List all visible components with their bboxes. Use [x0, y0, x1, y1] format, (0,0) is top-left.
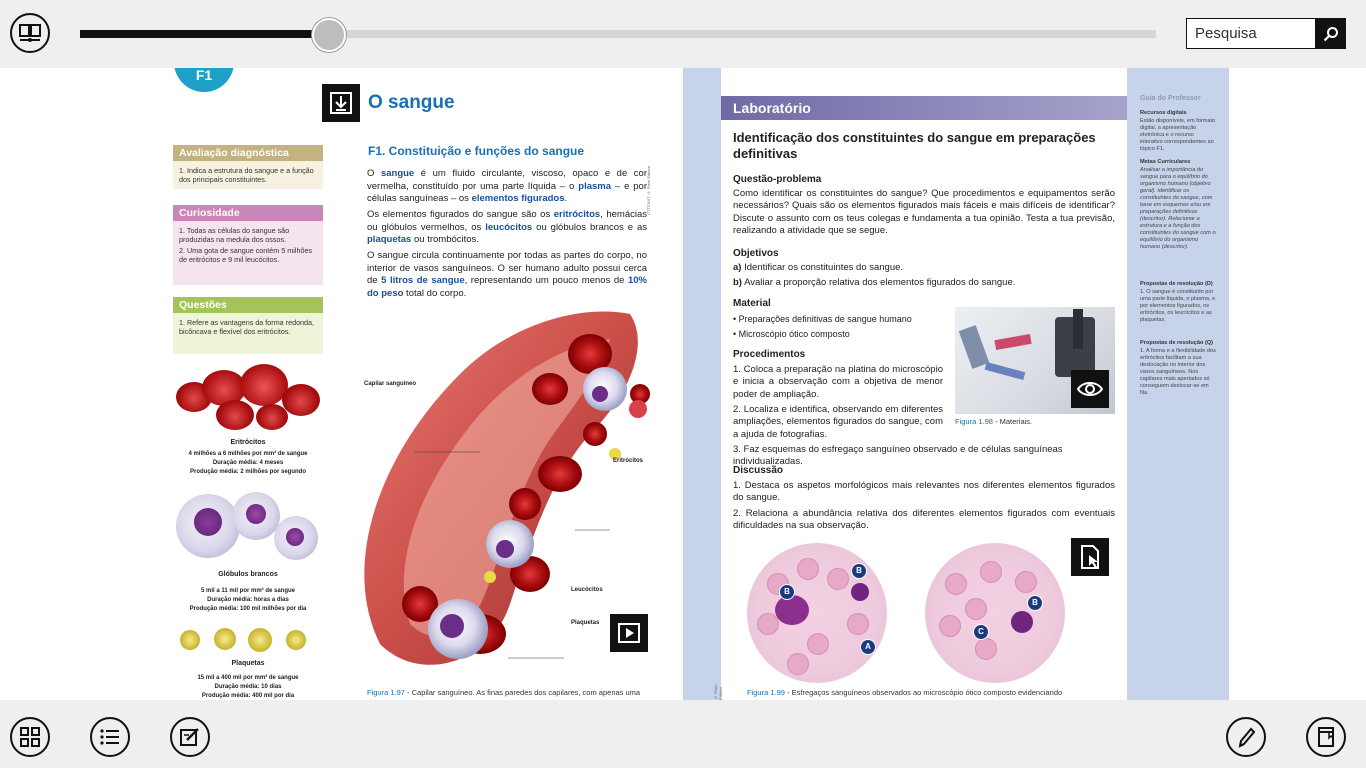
download-button[interactable]	[322, 84, 360, 122]
platelets-caption-line-3: Produção média: 400 mil por dia	[201, 693, 295, 699]
guide-heading-3: Propostas de resolução (D)	[1140, 281, 1213, 287]
procedimento-3: 3. Faz esquemas do esfregaço sanguíneo observado e de células sanguíneas individualizadas.	[733, 444, 1063, 468]
platelets-caption-line-2: Duração média: 10 dias	[214, 684, 282, 690]
annotate-button[interactable]	[1226, 717, 1266, 757]
label-capilar: Capilar sanguíneo	[364, 381, 417, 387]
lab-title: Identificação dos constituintes do sangue em preparações definitivas	[733, 130, 1096, 161]
questions-box	[173, 297, 323, 354]
search-box	[1186, 18, 1346, 49]
erythrocytes-caption-title: Eritrócitos	[230, 439, 266, 446]
label-leucocitos: Leucócitos	[571, 587, 603, 593]
intro-paragraph: O sangue é um fluido circulante, viscoso, opaco e de cor vermelha, constituído por uma parte líquida – o plasma – e por células sanguíneas – os elementos figurados.	[367, 168, 648, 204]
diagnostic-box	[173, 145, 323, 189]
right-margin	[1229, 68, 1366, 700]
top-toolbar	[0, 0, 1366, 68]
leukocytes-caption-line-2: Duração média: horas a dias	[207, 597, 289, 603]
section-heading: F1. Constituição e funções do sangue	[368, 144, 585, 158]
search-button[interactable]	[1315, 18, 1346, 49]
page-slider-progress	[80, 30, 327, 38]
figure-caption-98: Figura 1.98 - Materiais.	[955, 417, 1033, 426]
figure-caption-97: Figura 1.97 - Capilar sanguíneo. As finas paredes dos capilares, com apenas uma	[367, 688, 641, 697]
guide-text-3: 1. O sangue é constituído por uma parte líquida, o plasma, e por elementos figurados, os eritrócitos, os leucócitos e as plaquetas.	[1140, 289, 1216, 323]
questao-heading: Questão-problema	[733, 174, 822, 185]
diagnostic-box-title: Avaliação diagnóstica	[173, 145, 323, 161]
questions-box-title: Questões	[173, 297, 323, 313]
erythrocytes-illustration	[172, 364, 324, 436]
material-item-1: • Preparações definitivas de sangue humano	[733, 314, 912, 324]
guide-text-2: Analisar a importância do sangue para o equilíbrio do organismo humano (objetivo geral). Identificar os constituintes do sangue, com base em esquemas e/ou em preparações definitivas (descritor). Relacionar a estrutura e a função dos constituintes do sangue com o equilíbrio do organismo humano (descritor).	[1140, 167, 1216, 250]
page-layout-button[interactable]	[10, 13, 50, 53]
guide-heading-1: Recursos digitais	[1140, 110, 1187, 116]
download-icon	[329, 91, 353, 115]
curiosity-item-1: 1. Todas as células do sangue são produzidas na medula dos ossos.	[179, 226, 290, 244]
objetivo-a: a) Identificar os constituintes do sangue.	[733, 262, 904, 273]
material-item-2: • Microscópio ótico composto	[733, 329, 850, 339]
page-slider-thumb[interactable]	[312, 18, 346, 52]
lab-banner: Laboratório	[721, 96, 1127, 120]
diagnostic-item: 1. Indica a estrutura do sangue e a função dos principais constituintes.	[179, 166, 314, 184]
discussao-2: 2. Relaciona a abundância relativa dos diferentes elementos figurados com eventuais dificuldades na sua observação.	[733, 508, 1115, 532]
thumbnails-button[interactable]	[10, 717, 50, 757]
circulation-paragraph: O sangue circula continuamente por todas as partes do corpo, no interior de vasos sanguíneos. O ser humano adulto possui cerca de 5 litros de sangue, representando um pouco menos de 10% do peso total do corpo.	[367, 250, 647, 299]
guide-heading-4: Propostas de resolução (Q)	[1140, 340, 1214, 346]
interactive-resource-button[interactable]	[1071, 538, 1109, 576]
page-title: O sangue	[368, 92, 455, 113]
play-video-button[interactable]	[610, 614, 648, 652]
guide-title: Guia do Professor	[1140, 95, 1201, 102]
platelets-illustration	[176, 624, 322, 656]
objetivo-b: b) Avaliar a proporção relativa dos elementos figurados do sangue.	[733, 277, 1016, 288]
document-cursor-icon	[1078, 544, 1102, 570]
erythrocytes-caption-line-2: Duração média: 4 meses	[212, 460, 284, 466]
discussao-1: 1. Destaca os aspetos morfológicos mais relevantes nos diferentes elementos figurados do sangue.	[733, 480, 1115, 504]
platelets-caption-line-1: 15 mil a 400 mil por mm³ de sangue	[197, 675, 299, 681]
play-icon	[617, 621, 641, 645]
questao-text: Como identificar os constituintes do sangue? Que procedimentos e equipamentos serão necessários? Quais são os elementos figurados mais fáceis e mais difíceis de identificar? Discute o assunto com os teus colegas e fundamenta a tua opinião. Testa a tua previsão, realizando a atividade que se segue.	[733, 188, 1115, 237]
section-badge: F1	[174, 68, 234, 92]
guide-text-1: Estão disponíveis, em formato digital, a apresentação eletrónica e o recurso interativo correspondentes ao tópico F1.	[1140, 118, 1216, 152]
curiosity-box	[173, 205, 323, 285]
procedimentos-heading: Procedimentos	[733, 349, 806, 360]
label-plaquetas: Plaquetas	[571, 620, 600, 626]
guide-text-4: 1. A forma e a flexibilidade dos eritrócitos facilitam a sua deslocação no interior dos vasos sanguíneos. Nos capilares mais apertados só conseguem deslocar-se em fila.	[1140, 348, 1216, 396]
leukocytes-caption-line-3: Produção média: 100 mil milhões por dia	[189, 606, 307, 612]
grid-icon	[19, 726, 41, 748]
procedimento-1: 1. Coloca a preparação na platina do microscópio e inicia a observação com a objetiva de menor poder de ampliação.	[733, 364, 943, 400]
bookmark-button[interactable]	[1306, 717, 1346, 757]
blood-smear-1	[747, 543, 887, 683]
list-icon	[99, 726, 121, 748]
elements-paragraph: Os elementos figurados do sangue são os eritrócitos, hemácias ou glóbulos vermelhos, os leucócitos ou glóbulos brancos e as plaquetas ou trombócitos.	[367, 209, 647, 245]
pencil-icon	[1235, 726, 1257, 748]
leukocytes-caption-title: Glóbulos brancos	[218, 571, 278, 578]
search-input[interactable]	[1187, 19, 1329, 48]
edit-note-icon	[179, 726, 201, 748]
blood-smear-2	[925, 543, 1065, 683]
questions-item: 1. Refere as vantagens da forma redonda, bicôncava e flexível dos eritrócitos.	[179, 318, 315, 336]
marker-b-3: B	[1027, 595, 1043, 611]
erythrocytes-caption-line-1: 4 milhões a 6 milhões por mm³ de sangue	[188, 451, 308, 457]
curiosity-item-2: 2. Uma gota de sangue contém 5 milhões de eritrócitos e 9 mil leucócitos.	[179, 246, 313, 264]
view-image-button[interactable]	[1071, 370, 1109, 408]
marker-b-2: B	[851, 563, 867, 579]
guide-heading-2: Metas Curriculares	[1140, 159, 1191, 165]
table-of-contents-button[interactable]	[90, 717, 130, 757]
marker-b-1: B	[779, 584, 795, 600]
image-credit: CTTC/NIT © Porto Editora	[646, 166, 651, 215]
material-heading: Material	[733, 298, 771, 309]
leukocytes-illustration	[172, 488, 324, 566]
objetivos-heading: Objetivos	[733, 248, 779, 259]
discussao-heading: Discussão	[733, 465, 784, 476]
marker-a: A	[860, 639, 876, 655]
notes-button[interactable]	[170, 717, 210, 757]
figure-caption-99: Figura 1.99 - Esfregaços sanguíneos observados ao microscópio ótico composto evidenciando	[747, 688, 1063, 697]
platelets-caption-title: Plaquetas	[231, 660, 265, 667]
label-eritrocitos: Eritrócitos	[613, 458, 644, 464]
eye-icon	[1076, 379, 1104, 399]
book-pages-icon	[18, 21, 42, 45]
erythrocytes-caption-line-3: Produção média: 2 milhões por segundo	[189, 469, 307, 475]
left-page	[0, 68, 683, 700]
search-icon	[1323, 26, 1339, 42]
bottom-toolbar	[0, 700, 1366, 768]
right-page-credit: © Porto Editora	[713, 684, 723, 700]
procedimento-2: 2. Localiza e identifica, observando em diferentes ampliações, elementos figurados do sangue, com a ajuda de fotografias.	[733, 404, 943, 440]
bookmark-page-icon	[1315, 726, 1337, 748]
page-slider[interactable]	[80, 30, 1156, 38]
leukocytes-caption-line-1: 5 mil a 11 mil por mm³ de sangue	[200, 588, 296, 594]
marker-c: C	[973, 624, 989, 640]
curiosity-box-title: Curiosidade	[173, 205, 323, 221]
